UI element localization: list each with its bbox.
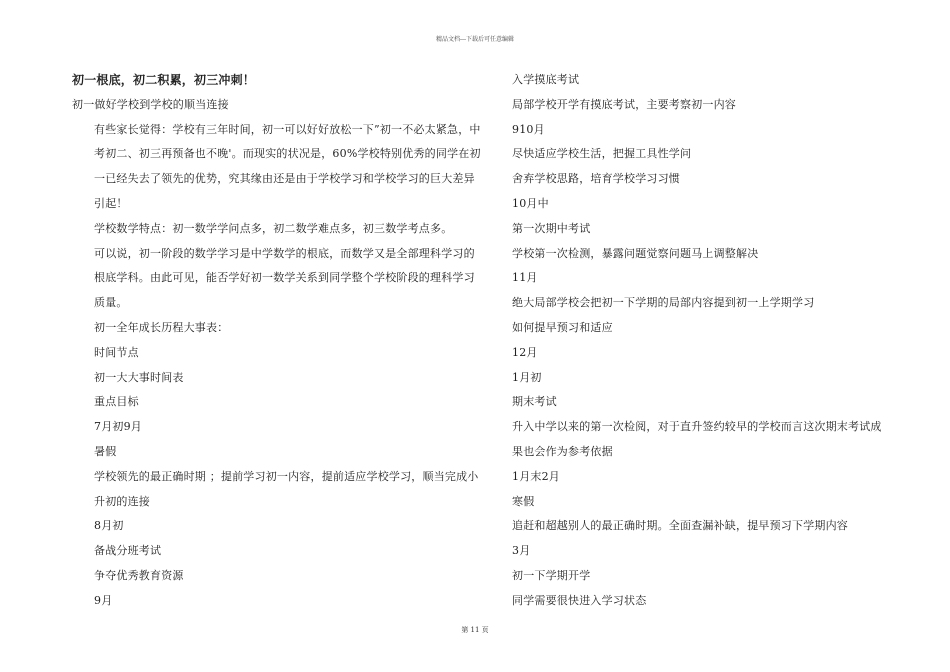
paragraph: 争夺优秀教育资源 [94, 568, 184, 582]
left-column [72, 68, 482, 614]
paragraph: 绝大局部学校会把初一下学期的局部内容提到初一上学期学习 [512, 296, 815, 310]
right-paragraph-list [490, 68, 885, 614]
left-paragraph-list [72, 93, 482, 614]
paragraph: 升入中学以来的第一次检阅，对于直升签约较早的学校而言这次期末考试成果也会作为参考依据 [512, 420, 882, 458]
paragraph: 暑假 [94, 444, 117, 458]
paragraph: 11月 [512, 271, 538, 285]
paragraph: 8月初 [94, 519, 124, 533]
paragraph: 入学摸底考试 [512, 73, 580, 86]
paragraph: 局部学校开学有摸底考试，主要考察初一内容 [512, 97, 736, 111]
paragraph: 910月 [512, 122, 545, 136]
paragraph: 学校第一次检测，暴露问题觉察问题马上调整解决 [512, 246, 759, 260]
page-header-note: 精品文档---下载后可任意编辑 [435, 36, 515, 43]
document-title: 初一根底，初二积累，初三冲刺！ [72, 73, 256, 87]
paragraph: 尽快适应学校生活，把握工具性学问 [512, 147, 692, 161]
paragraph: 可以说，初一阶段的数学学习是中学数学的根底，而数学又是全部理科学习的根底学科。由此可见，能否学好初一数学关系到同学整个学校阶段的理科学习质量。 [94, 246, 475, 310]
paragraph: 9月 [94, 593, 113, 607]
paragraph: 初一做好学校到学校的顺当连接 [72, 97, 229, 111]
paragraph: 7月初9月 [94, 420, 142, 434]
paragraph: 第一次期中考试 [512, 221, 591, 235]
paragraph: 初一下学期开学 [512, 568, 591, 582]
paragraph: 如何提早预习和适应 [512, 320, 613, 334]
paragraph: 初一全年成长历程大事表： [94, 320, 229, 334]
paragraph: 寒假 [512, 494, 535, 508]
paragraph: 10月中 [512, 196, 549, 210]
paragraph: 学校领先的最正确时期 ；提前学习初一内容，提前适应学校学习，顺当完成小升初的连接 [94, 469, 479, 508]
paragraph: 时间节点 [94, 345, 139, 359]
right-column [490, 68, 885, 614]
paragraph: 追赶和超越别人的最正确时期。全面查漏补缺，提早预习下学期内容 [512, 519, 848, 533]
paragraph: 12月 [512, 345, 538, 359]
paragraph: 重点目标 [94, 395, 139, 409]
paragraph: 1月末2月 [512, 469, 560, 483]
paragraph: 同学需要很快进入学习状态 [512, 593, 647, 607]
paragraph: 期末考试 [512, 395, 557, 409]
page-number: 第 11 页 [461, 626, 489, 634]
paragraph: 备战分班考试 [94, 544, 162, 558]
paragraph: 学校数学特点：初一数学学问点多，初二数学难点多，初三数学考点多。 [94, 221, 453, 235]
paragraph: 有些家长觉得：学校有三年时间，初一可以好好放松一下”初一不必太紧急，中考初二、初三再预备也不晚'。而现实的状况是，60%学校特别优秀的同学在初一已经失去了领先的优势，究其缘由还是由于学校学习和学校学习的巨大差异引起！ [94, 122, 481, 210]
paragraph: 初一大大事时间表 [94, 370, 184, 384]
paragraph: 1月初 [512, 370, 542, 384]
paragraph: 舍弃学校思路，培育学校学习习惯 [512, 172, 680, 186]
paragraph: 3月 [512, 544, 531, 558]
